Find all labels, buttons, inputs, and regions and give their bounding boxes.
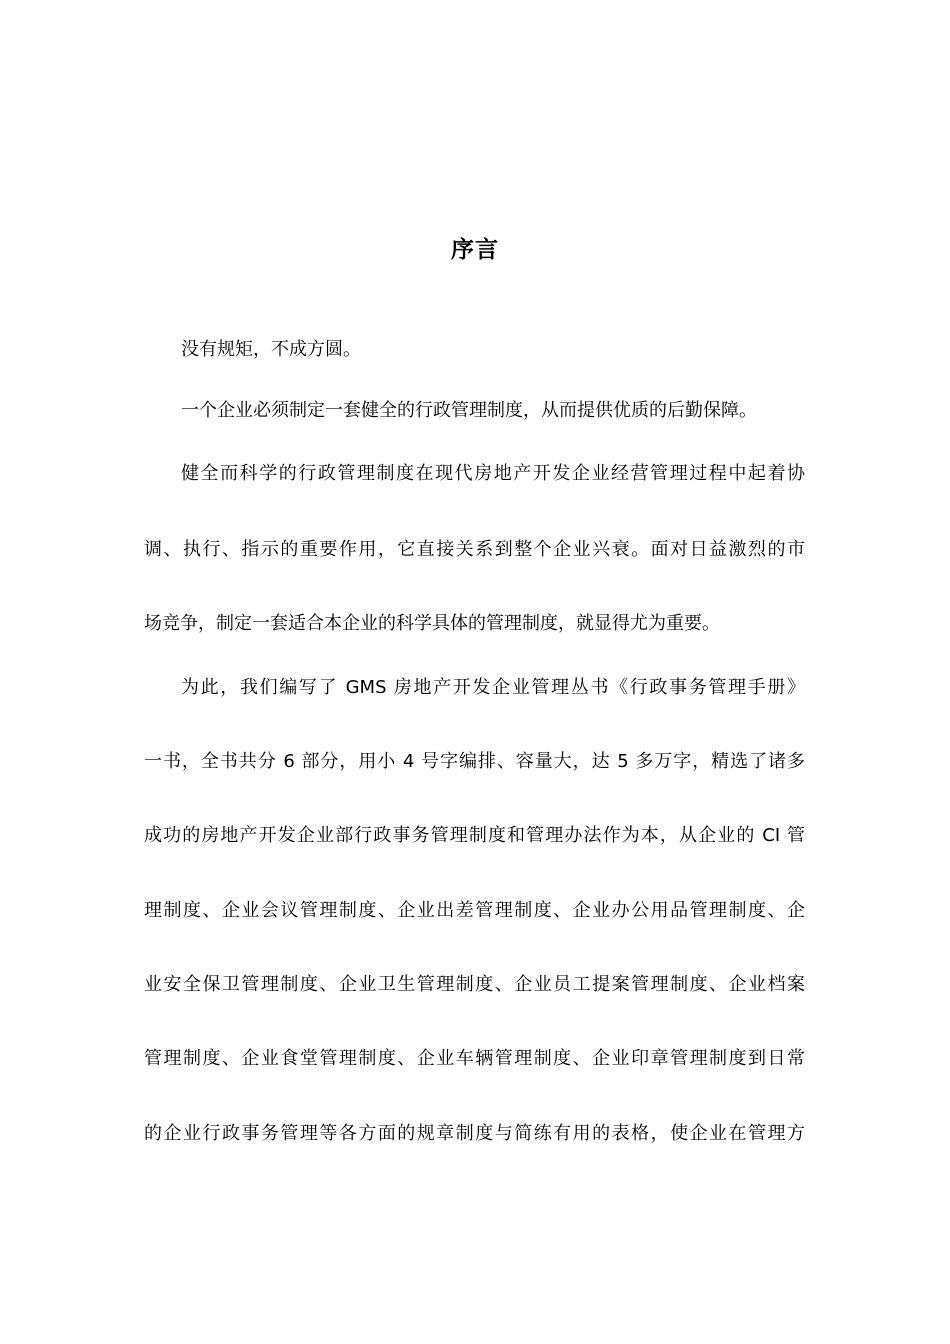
paragraph-line: 一书，全书共分 6 部分，用小 4 号字编排、容量大，达 5 多万字，精选了诸多 [144,751,805,772]
paragraph-line: 为此，我们编写了 GMS 房地产开发企业管理丛书《行政事务管理手册》 [181,677,805,698]
page-title: 序言 [451,237,499,263]
paragraph-line: 没有规矩，不成方圆。 [181,339,361,360]
paragraph-line: 理制度、企业会议管理制度、企业出差管理制度、企业办公用品管理制度、企 [144,900,805,921]
paragraph-line: 一个企业必须制定一套健全的行政管理制度，从而提供优质的后勤保障。 [181,400,757,421]
paragraph-line: 调、执行、指示的重要作用，它直接关系到整个企业兴衰。面对日益激烈的市 [144,539,805,560]
paragraph-line: 健全而科学的行政管理制度在现代房地产开发企业经营管理过程中起着协 [181,463,805,484]
paragraph-line: 场竞争，制定一套适合本企业的科学具体的管理制度，就显得尤为重要。 [144,613,720,634]
paragraph-line: 业安全保卫管理制度、企业卫生管理制度、企业员工提案管理制度、企业档案 [144,974,805,995]
paragraph-line: 管理制度、企业食堂管理制度、企业车辆管理制度、企业印章管理制度到日常 [144,1048,805,1069]
paragraph-line: 的企业行政事务管理等各方面的规章制度与简练有用的表格，使企业在管理方 [144,1123,805,1144]
paragraph-line: 成功的房地产开发企业部行政事务管理制度和管理办法作为本，从企业的 CI 管 [144,825,805,846]
